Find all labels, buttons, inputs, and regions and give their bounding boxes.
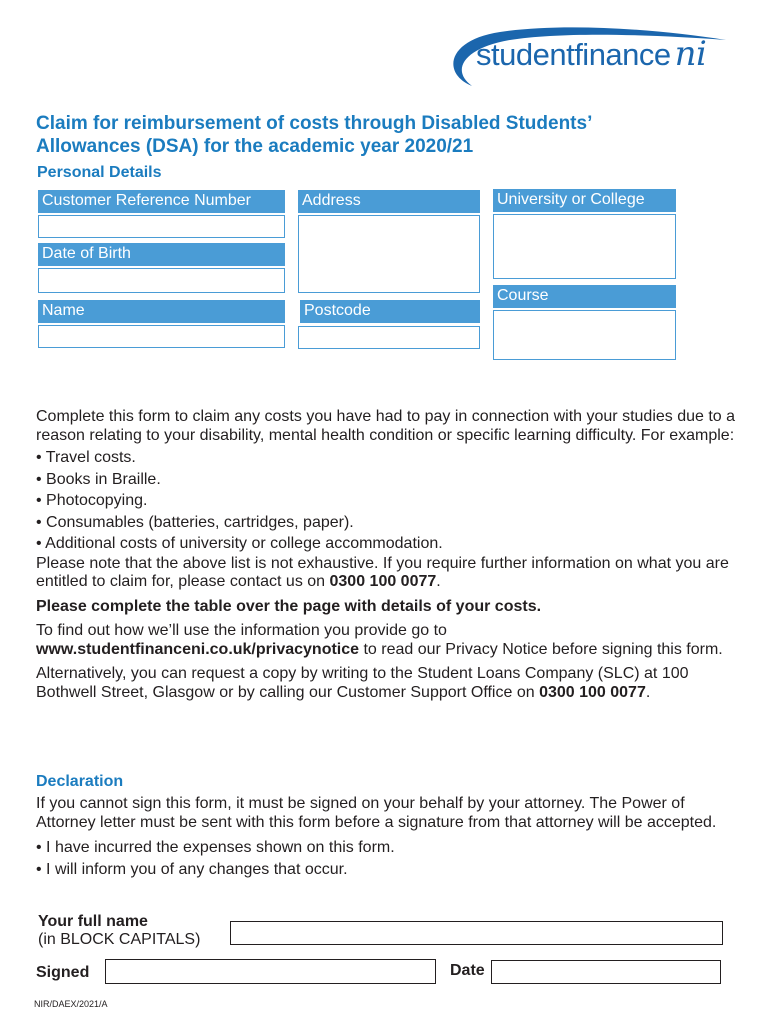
student-finance-ni-logo	[440, 24, 740, 90]
intro-section	[36, 408, 736, 702]
personal-details-heading: Personal Details	[37, 164, 162, 181]
block-capitals-note: (in BLOCK CAPITALS)	[38, 931, 201, 948]
list-item: • I will inform you of any changes that occur.	[36, 860, 348, 878]
list-item: • Travel costs.	[36, 449, 136, 466]
full-name-field[interactable]	[230, 921, 723, 945]
privacy-notice-link[interactable]: www.studentfinanceni.co.uk/privacynotice	[36, 640, 360, 658]
signed-label: Signed	[36, 964, 90, 981]
example-costs-list	[36, 447, 736, 555]
declaration-list	[36, 837, 736, 880]
list-item: • I have incurred the expenses shown on this form.	[36, 839, 395, 856]
contact-phone-number: 0300 100 0077	[329, 573, 437, 590]
alternative-text: Alternatively, you can request a copy by writing to the Student Loans Company (SLC) at 100 Bothwell Street, Glasgow or by calling our Customer Support Office on	[36, 665, 689, 701]
university-or-college-label: University or College	[493, 189, 676, 212]
postcode-field[interactable]	[298, 326, 480, 349]
intro-paragraph: Complete this form to claim any costs you have had to pay in connection with your studies due to a reason relating to your disability, mental health condition or specific learning difficulty. For example:	[36, 408, 736, 444]
form-title-line-2: Allowances (DSA) for the academic year 2020/21	[36, 136, 474, 157]
alternative-end: .	[645, 683, 651, 701]
declaration-section	[36, 795, 736, 880]
note-text: Please note that the above list is not exhaustive. If you require further information on what you are entitled to claim for, please contact us on	[36, 554, 729, 590]
note-end: .	[436, 573, 441, 590]
full-name-label: Your full name	[38, 913, 148, 930]
signature-field[interactable]	[105, 959, 436, 984]
alternative-contact-paragraph	[36, 665, 736, 702]
name-field[interactable]	[38, 325, 285, 348]
form-title-line-1: Claim for reimbursement of costs through Disabled Students’	[36, 113, 593, 134]
privacy-text-start: To find out how we’ll use the information you provide go to	[36, 622, 447, 639]
privacy-text-end: to read our Privacy Notice before signing this form.	[359, 640, 723, 658]
address-label: Address	[298, 190, 480, 213]
declaration-paragraph: If you cannot sign this form, it must be signed on your behalf by your attorney. The Power of Attorney letter must be sent with this form before a signature from that attorney will be accepted.	[36, 795, 717, 831]
not-exhaustive-note	[36, 555, 736, 592]
customer-support-phone-number: 0300 100 0077	[539, 683, 646, 701]
customer-reference-label: Customer Reference Number	[38, 190, 285, 213]
course-field[interactable]	[493, 310, 676, 360]
address-field[interactable]	[298, 215, 480, 293]
form-title	[36, 112, 716, 158]
date-field[interactable]	[491, 960, 721, 984]
date-of-birth-label: Date of Birth	[38, 243, 285, 266]
list-item: • Books in Braille.	[36, 470, 161, 488]
list-item: • Photocopying.	[36, 492, 148, 509]
privacy-notice-paragraph	[36, 622, 736, 659]
declaration-heading: Declaration	[36, 773, 124, 790]
logo-wordmark	[476, 34, 706, 74]
logo-text-main: studentfinance	[476, 37, 671, 72]
list-item: • Additional costs of university or college accommodation.	[36, 535, 443, 552]
complete-table-instruction: Please complete the table over the page with details of your costs.	[36, 597, 542, 615]
date-of-birth-field[interactable]	[38, 268, 285, 293]
course-label: Course	[493, 285, 676, 308]
name-label: Name	[38, 300, 285, 323]
logo-text-ni: ni	[674, 34, 707, 74]
postcode-label: Postcode	[300, 300, 480, 323]
form-reference-code: NIR/DAEX/2021/A	[34, 999, 108, 1009]
university-or-college-field[interactable]	[493, 214, 676, 279]
customer-reference-field[interactable]	[38, 215, 285, 238]
list-item: • Consumables (batteries, cartridges, paper).	[36, 513, 354, 531]
date-label: Date	[450, 962, 485, 979]
